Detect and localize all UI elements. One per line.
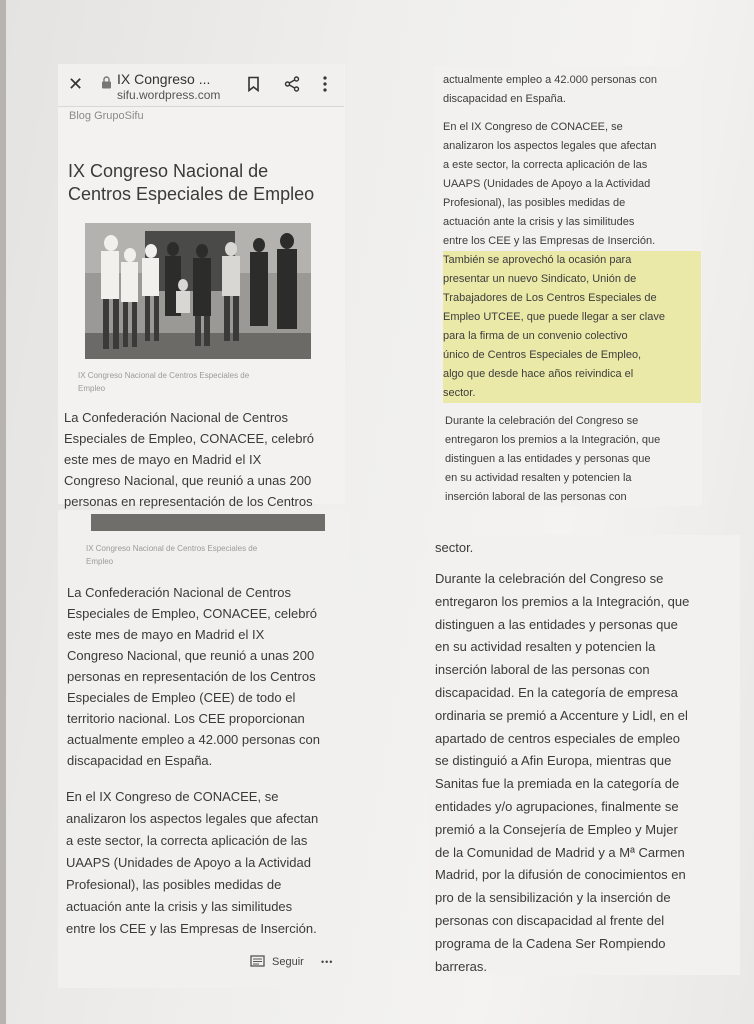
more-vert-icon[interactable] [322, 76, 328, 96]
text-line: algo que desde hace años reivindica el [443, 368, 634, 380]
text-line: Profesional), las posibles medidas de [443, 197, 626, 209]
text-line: personas en representación de los Centros [67, 669, 316, 684]
post-title[interactable] [68, 160, 338, 206]
text-line: Trabajadores de Los Centros Especiales de [443, 292, 657, 304]
text-line: en su actividad resalten y potencien la [435, 639, 656, 655]
text-line: En el IX Congreso de CONACEE, se [66, 789, 279, 804]
post-title-line-1: IX Congreso Nacional de [68, 161, 269, 181]
intro-paragraph [64, 407, 339, 512]
highlighted-text [443, 251, 701, 403]
blog-name[interactable]: Blog GrupoSifu [69, 110, 144, 122]
text-line: a este sector, la correcta aplicación de las [66, 833, 308, 848]
photo-caption-repeat: IX Congreso Nacional de Centros Especiales de Empleo [86, 544, 258, 566]
awards-paragraph [435, 568, 737, 978]
text-line: personas en representación de los Centros [64, 494, 313, 509]
text-line: La Confederación Nacional de Centros [64, 410, 289, 425]
text-line: Congreso Nacional, que reunió a unas 200 [67, 648, 315, 663]
text-line: pro de la sensibilización y la inserción de [435, 890, 671, 906]
browser-page-title: IX Congreso ... [117, 71, 211, 87]
text-line: actualmente empleo a 42.000 personas con [67, 732, 320, 747]
article-paragraph-2 [66, 786, 348, 940]
text-line: este mes de mayo en Madrid el IX [64, 452, 262, 467]
photo-bottom-strip [91, 514, 325, 531]
text-line: Madrid, por la difusión de conocimientos en [435, 867, 686, 883]
photo-caption: IX Congreso Nacional de Centros Especiales de Empleo [78, 371, 250, 393]
article-paragraph-1 [67, 582, 347, 771]
post-title-line-2: Centros Especiales de Empleo [68, 184, 315, 204]
text-line: Sanitas fue la premiada en la categoría de [435, 776, 680, 792]
text-line: personas con discapacidad al frente del [435, 912, 665, 928]
text-line: se distinguió a Afin Europa, mientras que [435, 753, 672, 769]
text-line: ordinaria se premió a Accenture y Lidl, en el [435, 707, 688, 723]
text-line: entregaron los premios a la Integración, que [445, 434, 661, 446]
awards-paragraph-preview [445, 412, 701, 507]
text-line: distinguen a las entidades y personas que [435, 616, 678, 632]
text-line: apartado de centros especiales de empleo [435, 730, 680, 746]
text-line: inserción laboral de las personas con [435, 662, 650, 678]
congress-paragraph [443, 118, 701, 403]
text-line: entre los CEE y las Empresas de Inserción. [443, 235, 656, 247]
lock-icon [101, 76, 112, 93]
follow-icon[interactable] [250, 955, 266, 972]
text-line: En el IX Congreso de CONACEE, se [443, 121, 623, 133]
text-line: barreras. [435, 958, 488, 974]
text-line: Congreso Nacional, que reunió a unas 200 [64, 473, 312, 488]
text-line: Durante la celebración del Congreso se [435, 571, 664, 586]
text-line: actuación ante la crisis y las similitudes [66, 899, 293, 914]
text-line: Especiales de Empleo, CONACEE, celebró [64, 431, 315, 446]
text-line: programa de la Cadena Ser Rompiendo [435, 935, 666, 951]
text-line: discapacidad. En la categoría de empresa [435, 684, 678, 700]
more-options-button[interactable]: ••• [321, 957, 334, 967]
text-line: La Confederación Nacional de Centros [67, 585, 292, 600]
text-line: analizaron los aspectos legales que afectan [66, 811, 319, 826]
text-line: distinguen a las entidades y personas que [445, 453, 651, 465]
text-line: único de Centros Especiales de Empleo, [443, 349, 642, 361]
text-line: entre los CEE y las Empresas de Inserción. [66, 921, 317, 936]
text-line: premió a la Consejería de Empleo y Mujer [435, 821, 678, 837]
text-line: Empleo UTCEE, que puede llegar a ser clave [443, 311, 665, 323]
text-line: Durante la celebración del Congreso se [445, 415, 639, 427]
follow-button[interactable]: Seguir [272, 956, 304, 968]
text-line: de la Comunidad de Madrid y a Mª Carmen [435, 844, 685, 860]
text-line: Especiales de Empleo (CEE) de todo el [67, 690, 296, 705]
continuation-paragraph [443, 71, 698, 109]
browser-url[interactable]: ​sifu.wordpress.com [117, 88, 221, 102]
text-line: a este sector, la correcta aplicación de las [443, 159, 648, 171]
share-icon[interactable] [284, 76, 300, 96]
text-line: territorio nacional. Los CEE proporcionan [67, 711, 305, 726]
text-line: sector. [443, 387, 476, 399]
text-line: presentar un nuevo Sindicato, Unión de [443, 273, 637, 285]
sector-line: sector. [435, 540, 474, 555]
text-line: actuación ante la crisis y las similitudes [443, 216, 635, 228]
text-line: Profesional), las posibles medidas de [66, 877, 282, 892]
congress-group-photo[interactable] [85, 223, 311, 359]
text-line: discapacidad en España. [67, 753, 213, 768]
close-icon[interactable]: ✕ [68, 74, 84, 94]
text-line: entregaron los premios a la Integración, que [435, 593, 690, 609]
text-line: este mes de mayo en Madrid el IX [67, 627, 265, 642]
text-line: Especiales de Empleo, CONACEE, celebró [67, 606, 318, 621]
text-line: UAAPS (Unidades de Apoyo a la Actividad [443, 178, 651, 190]
text-line: UAAPS (Unidades de Apoyo a la Actividad [66, 855, 311, 870]
text-line: para la firma de un convenio colectivo [443, 330, 628, 342]
text-line: en su actividad resalten y potencien la [445, 472, 632, 484]
text-line: discapacidad en España. [443, 93, 566, 105]
text-line: analizaron los aspectos legales que afectan [443, 140, 657, 152]
text-line: actualmente empleo a 42.000 personas con [443, 74, 658, 86]
text-line: inserción laboral de las personas con [445, 491, 627, 503]
bookmark-icon[interactable] [247, 76, 260, 96]
text-line: entidades y/o agrupaciones, finalmente se [435, 798, 679, 814]
text-line: También se aprovechó la ocasión para [443, 254, 632, 266]
